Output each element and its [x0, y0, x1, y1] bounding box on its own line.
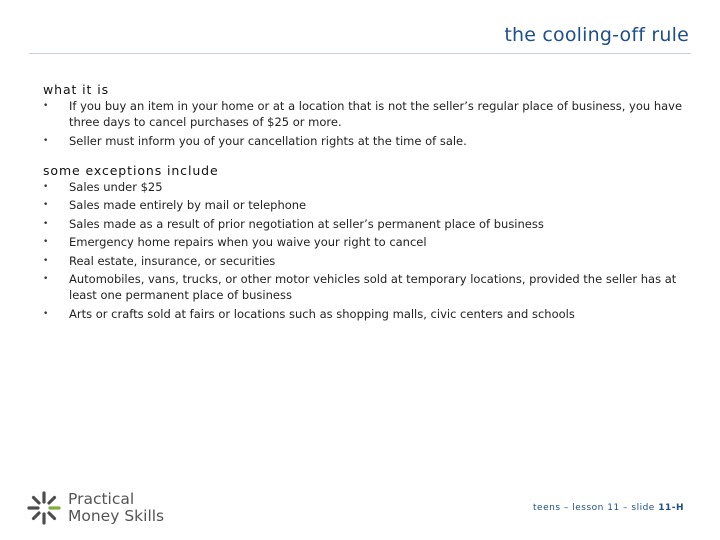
section-heading: what it is	[43, 82, 110, 97]
bullet-icon: •	[43, 308, 49, 319]
bullet-icon: •	[43, 181, 49, 192]
list-item: • Emergency home repairs when you waive your right to cancel	[43, 235, 427, 249]
logo-line-1: Practical	[68, 490, 135, 508]
practical-money-skills-logo	[26, 490, 164, 526]
bullet-icon: •	[43, 218, 49, 229]
bullet-icon: •	[43, 274, 49, 284]
section-what-it-is	[43, 81, 683, 149]
list-item: • Seller must inform you of your cancellation rights at the time of sale.	[43, 133, 467, 148]
footer-text: teens – lesson 11 – slide	[533, 503, 659, 513]
list-item: • Sales made as a result of prior negotiation at seller’s permanent place of business	[43, 216, 544, 231]
list-item: • Arts or crafts sold at fairs or locations such as shopping malls, civic centers and schools	[43, 306, 575, 321]
list-item: • If you buy an item in your home or at a location that is not the seller’s regular place of business, you have three days to cancel purchases of $25 or more.	[43, 99, 683, 129]
slide-footer	[533, 503, 684, 513]
slide-content	[43, 81, 683, 324]
title-divider	[29, 53, 691, 54]
list-item: • Sales made entirely by mail or telephone	[43, 198, 307, 212]
logo-wordmark	[68, 491, 164, 525]
bullet-list	[43, 98, 683, 149]
bullet-list	[43, 179, 683, 322]
bullet-icon: •	[43, 101, 49, 111]
slide-number: 11-H	[658, 503, 684, 513]
slide-title: the cooling-off rule	[504, 24, 689, 46]
logo-line-2: Money Skills	[68, 507, 165, 525]
list-item: • Sales under $25	[43, 179, 163, 194]
bullet-icon: •	[43, 255, 49, 266]
asterisk-logo-icon	[26, 490, 62, 526]
section-exceptions	[43, 162, 683, 322]
list-item: • Automobiles, vans, trucks, or other motor vehicles sold at temporary locations, provided the seller has at least one permanent place of business	[43, 272, 677, 302]
bullet-icon: •	[43, 237, 49, 247]
bullet-icon: •	[43, 200, 49, 210]
bullet-icon: •	[43, 135, 49, 146]
list-item: • Real estate, insurance, or securities	[43, 253, 276, 268]
section-heading: some exceptions include	[43, 162, 219, 178]
